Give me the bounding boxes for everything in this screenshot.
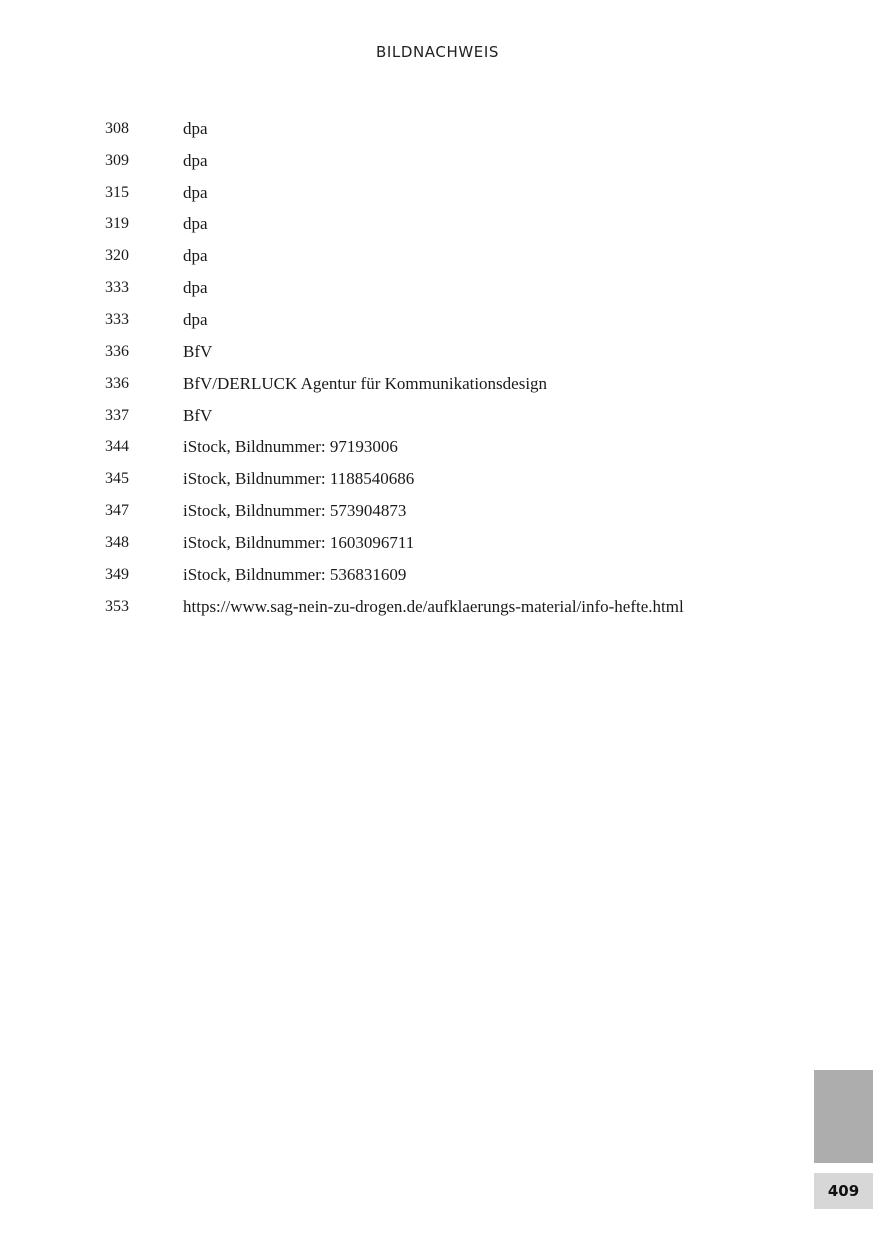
credit-source: BfV [183,341,213,361]
credit-page-number: 336 [105,342,129,360]
credit-row [105,559,805,591]
credit-row [105,591,805,623]
credit-source: dpa [183,182,208,202]
credit-source: iStock, Bildnummer: 573904873 [183,501,407,521]
credit-source: https://www.sag-nein-zu-drogen.de/aufklaerungs-material/info-hefte.html [183,596,684,616]
credit-source: BfV/DERLUCK Agentur für Kommunikationsdesign [183,373,548,393]
credit-source: iStock, Bildnummer: 1188540686 [183,469,415,489]
credit-source: dpa [183,150,208,170]
credit-row [105,527,805,559]
running-head: BILDNACHWEIS [375,43,500,61]
credit-page-number: 345 [105,470,129,488]
credit-page-number: 348 [105,533,129,551]
credit-page-number: 319 [105,215,129,233]
credit-page-number: 309 [105,151,129,169]
credit-row [105,304,805,336]
page-number: 409 [814,1173,873,1209]
credit-source: iStock, Bildnummer: 1603096711 [183,532,415,552]
credit-row [105,113,805,145]
credit-source: dpa [183,278,208,298]
credit-page-number: 337 [105,406,129,424]
credit-row [105,272,805,304]
credit-row [105,495,805,527]
credit-page-number: 333 [105,310,129,328]
credit-row [105,400,805,432]
credit-row [105,240,805,272]
credit-page-number: 353 [105,597,129,615]
credit-source: dpa [183,246,208,266]
credit-row [105,177,805,209]
credit-page-number: 315 [105,183,129,201]
credit-row [105,336,805,368]
credit-source: iStock, Bildnummer: 97193006 [183,437,398,457]
credit-source: dpa [183,118,208,138]
credit-row [105,145,805,177]
credit-source: BfV [183,405,213,425]
credit-row [105,431,805,463]
credit-page-number: 349 [105,565,129,583]
credit-row [105,368,805,400]
credits-list [105,113,805,623]
credit-row [105,209,805,241]
credit-page-number: 320 [105,247,129,265]
credit-row [105,463,805,495]
credit-source: iStock, Bildnummer: 536831609 [183,564,407,584]
credit-page-number: 336 [105,374,129,392]
credit-source: dpa [183,309,208,329]
credit-page-number: 333 [105,279,129,297]
thumb-index-tab [814,1070,873,1163]
credit-page-number: 344 [105,438,129,456]
credit-page-number: 347 [105,502,129,520]
credit-page-number: 308 [105,119,129,137]
credit-source: dpa [183,214,208,234]
